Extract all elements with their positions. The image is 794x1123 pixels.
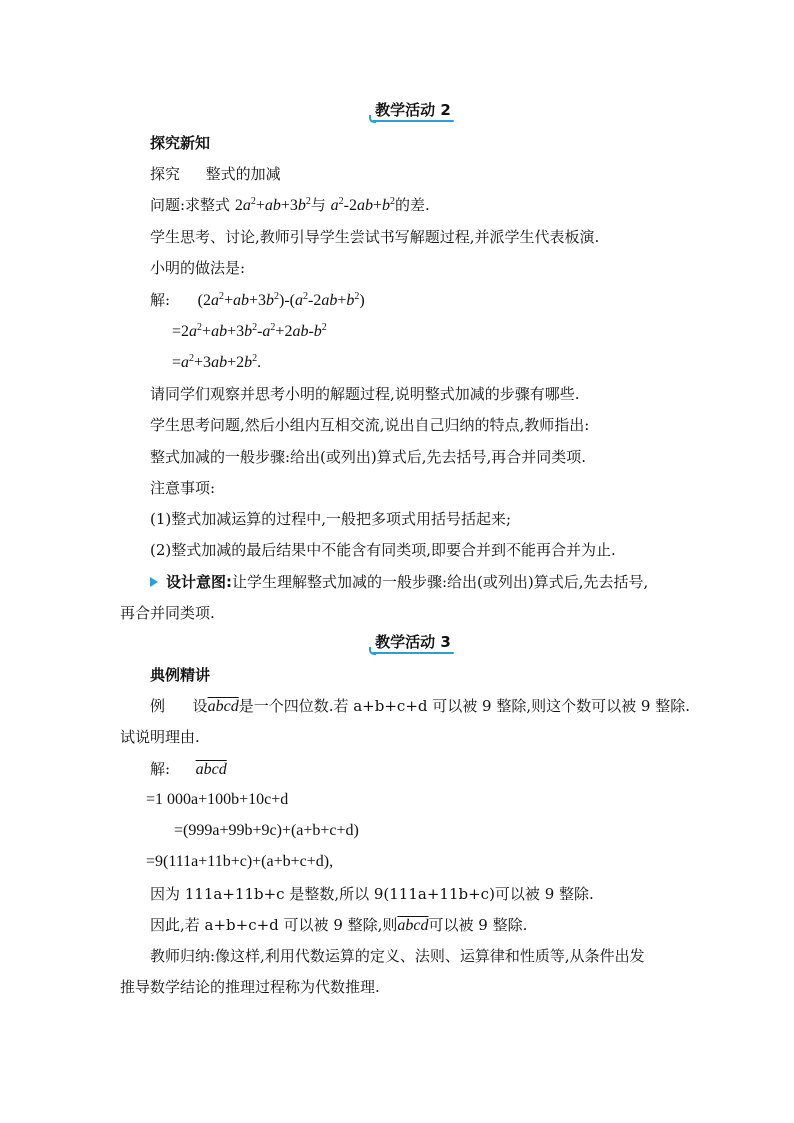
general-steps: 整式加减的一般步骤:给出(或列出)算式后,先去括号,再合并同类项. xyxy=(150,448,587,466)
abcd-overline: abcd xyxy=(397,917,429,934)
problem-mid: 与 xyxy=(310,196,331,214)
example-solution-label: 解: xyxy=(150,760,171,778)
design-intent-text: 让学生理解整式加减的一般步骤:给出(或列出)算式后,先去括号, xyxy=(232,573,649,591)
xiaoming-method: 小明的做法是: xyxy=(150,259,246,277)
triangle-arrow-icon xyxy=(150,577,158,587)
note-2: (2)整式加减的最后结果中不能含有同类项,即要合并到不能再合并为止. xyxy=(150,541,616,559)
abcd-overline: abcd xyxy=(195,761,227,778)
example-solution-line-3: =9(111a+11b+c)+(a+b+c+d), xyxy=(146,853,334,870)
heading-underline-hook xyxy=(369,115,376,123)
problem-expr2: $a^2-2ab+b^2$ xyxy=(330,196,396,214)
example-statement-continued: 试说明理由. xyxy=(120,728,200,746)
activity-3-heading: 教学活动 3 xyxy=(375,633,451,651)
because-line: 因为 111a+11b+c 是整数,所以 9(111a+11b+c)可以被 9 整除. xyxy=(150,885,594,903)
problem-prefix: 问题:求整式 xyxy=(150,196,235,214)
problem-suffix: 的差. xyxy=(395,196,430,214)
teacher-summary: 教师归纳:像这样,利用代数运算的定义、法则、运算律和性质等,从条件出发 xyxy=(150,947,645,965)
solution-expr-1: $(2a^2+ab+3b^2)-(a^2-2ab+b^2)$ xyxy=(197,291,365,309)
design-intent-continued: 再合并同类项. xyxy=(120,604,215,622)
heading-underline xyxy=(372,652,454,654)
problem-expr1: $2a^2+ab+3b^2$ xyxy=(234,196,311,214)
solution-line-1 xyxy=(150,290,365,311)
think-prompt: 学生思考问题,然后小组内互相交流,说出自己归纳的特点,教师指出: xyxy=(150,416,590,434)
example-solution-start xyxy=(150,759,227,780)
example-label: 例 xyxy=(150,697,166,715)
therefore-prefix: 因此,若 a+b+c+d 可以被 9 整除,则 xyxy=(150,916,398,934)
heading-underline xyxy=(372,120,454,122)
notes-title: 注意事项: xyxy=(150,479,216,497)
solution-line-2: $=2a^2+ab+3b^2-a^2+2ab-b^2$ xyxy=(172,322,327,340)
design-intent xyxy=(150,572,648,592)
activity-2-heading: 教学活动 2 xyxy=(375,101,451,119)
example-set: 设 xyxy=(192,697,208,715)
example-solution-line-2: =(999a+99b+9c)+(a+b+c+d) xyxy=(174,822,359,839)
observe-prompt: 请同学们观察并思考小明的解题过程,说明整式加减的步骤有哪些. xyxy=(150,385,580,403)
therefore-suffix: 可以被 9 整除. xyxy=(428,916,528,934)
example-statement xyxy=(150,696,690,717)
abcd-overline: abcd xyxy=(207,698,239,715)
solution-line-3: $=a^2+3ab+2b^2$. xyxy=(172,353,262,371)
students-discuss: 学生思考、讨论,教师引导学生尝试书写解题过程,并派学生代表板演. xyxy=(150,228,600,246)
section-title-explore: 探究新知 xyxy=(150,134,211,152)
note-1: (1)整式加减运算的过程中,一般把多项式用括号括起来; xyxy=(150,510,512,528)
explore-label: 探究 xyxy=(150,165,181,183)
explore-title: 整式的加减 xyxy=(205,165,281,183)
explore-line xyxy=(150,164,281,184)
example-text: 是一个四位数.若 a+b+c+d 可以被 9 整除,则这个数可以被 9 整除. xyxy=(238,697,690,715)
example-solution-line-1: =1 000a+100b+10c+d xyxy=(146,791,289,808)
therefore-line xyxy=(150,915,527,936)
heading-underline-hook xyxy=(369,647,376,655)
section-title-examples: 典例精讲 xyxy=(150,666,211,684)
teacher-summary-continued: 推导数学结论的推理过程称为代数推理. xyxy=(120,978,380,996)
design-intent-label: 设计意图: xyxy=(166,573,232,591)
problem-statement xyxy=(150,195,430,216)
solution-label: 解: xyxy=(150,291,171,309)
